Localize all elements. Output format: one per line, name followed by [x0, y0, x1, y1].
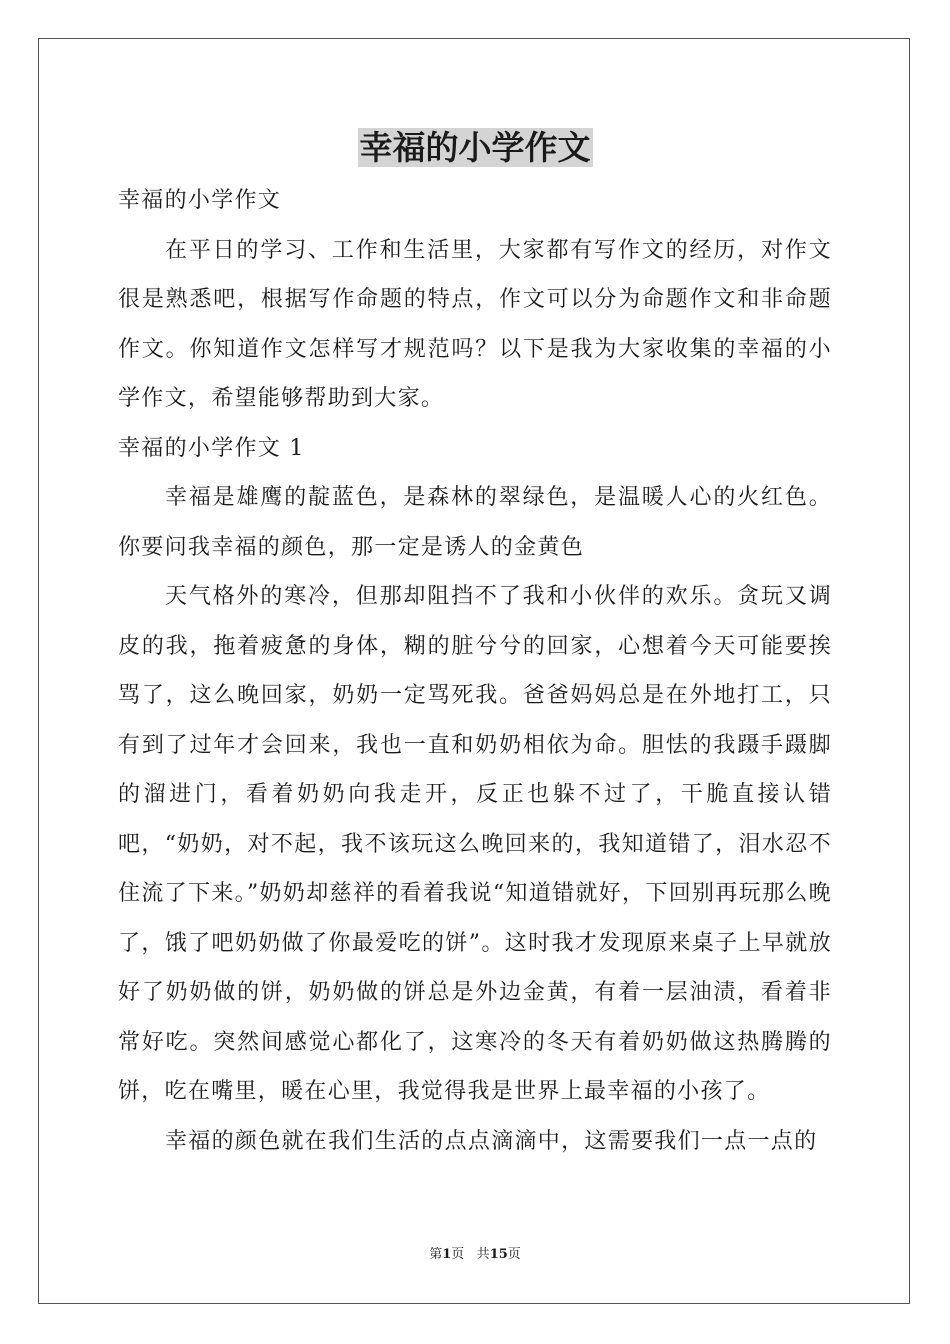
document-body — [118, 176, 832, 1166]
page-prefix: 第 — [429, 1247, 443, 1262]
total-pages: 15 — [489, 1247, 508, 1262]
page-number: 1 — [442, 1247, 452, 1262]
body-paragraph: 天气格外的寒冷，但那却阻挡不了我和小伙伴的欢乐。贪玩又调皮的我，拖着疲惫的身体，糊的脏兮兮的回家，心想着今天可能要挨骂了，这么晚回家，奶奶一定骂死我。爸爸妈妈总是在外地打工，只有到了过年才会回来，我也一直和奶奶相依为命。胆怯的我蹑手蹑脚的溜进门，看着奶奶向我走开，反正也躲不过了，干脆直接认错吧，“奶奶，对不起，我不该玩这么晚回来的，我知道错了，泪水忍不住流了下来。”奶奶却慈祥的看着我说“知道错就好，下回别再玩那么晚了，饿了吧奶奶做了你最爱吃的饼”。这时我才发现原来桌子上早就放好了奶奶做的饼，奶奶做的饼总是外边金黄，有着一层油渍，看着非常好吃。突然间感觉心都化了，这寒冷的冬天有着奶奶做这热腾腾的饼，吃在嘴里，暖在心里，我觉得我是世界上最幸福的小孩了。 — [118, 584, 832, 1104]
title-text: 幸福的小学作文 — [359, 128, 591, 167]
total-prefix: 共 — [476, 1247, 490, 1262]
section-heading: 幸福的小学作文 1 — [118, 435, 305, 461]
document-title — [0, 126, 950, 170]
subtitle-heading: 幸福的小学作文 — [118, 188, 282, 213]
body-paragraph: 幸福是雄鹰的靛蓝色，是森林的翠绿色，是温暖人心的火红色。你要问我幸福的颜色，那一定是诱人的金黄色 — [118, 485, 832, 560]
page-footer — [0, 1246, 950, 1264]
intro-paragraph: 在平日的学习、工作和生活里，大家都有写作文的经历，对作文很是熟悉吧，根据写作命题的特点，作文可以分为命题作文和非命题作文。你知道作文怎样写才规范吗？以下是我为大家收集的幸福的小学作文，希望能够帮助到大家。 — [118, 237, 832, 411]
total-suffix: 页 — [507, 1247, 521, 1262]
body-paragraph: 幸福的颜色就在我们生活的点点滴滴中，这需要我们一点一点的 — [165, 1128, 818, 1154]
page-suffix: 页 — [451, 1247, 465, 1262]
